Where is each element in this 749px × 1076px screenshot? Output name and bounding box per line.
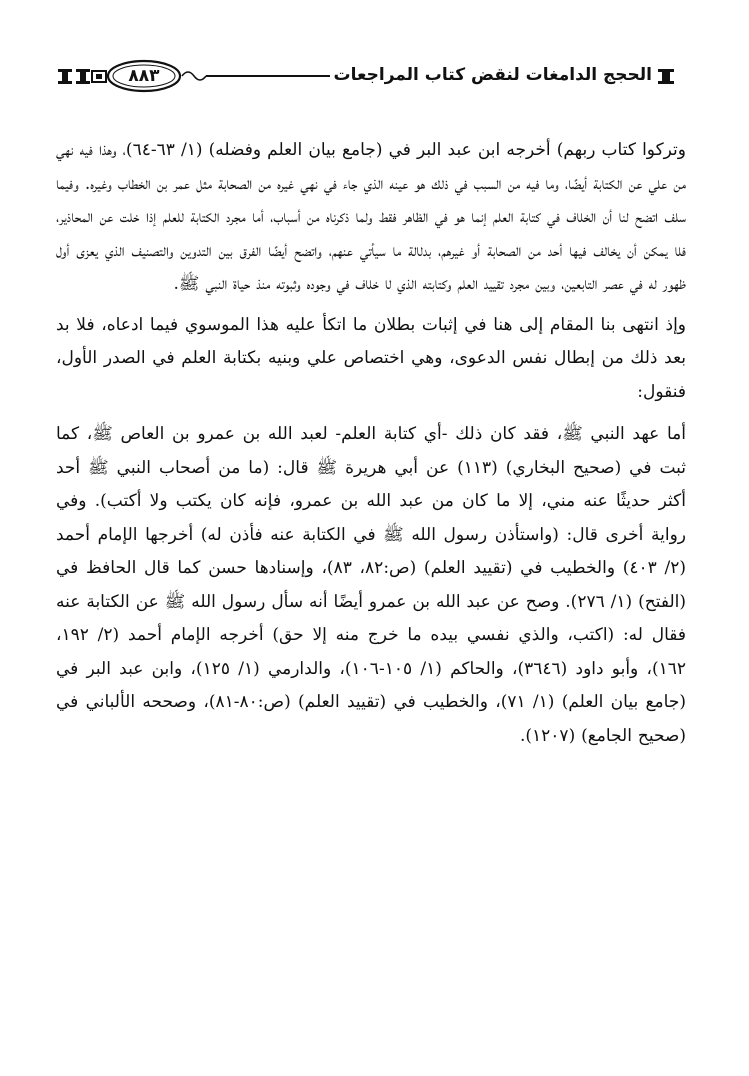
main-text (56, 134, 686, 753)
paragraph-1: وتركوا كتاب ربهم) أخرجه ابن عبد البر في (جامع بيان العلم وفضله) (١/ ٦٣-٦٤)، وهذا فيه نهي من علي عن الكتابة أيضًا، وما فيه من السبب في ذلك هو عينه الذي جاء في نهي غيره من الصحابة مثل عمر بن الخطاب وغيره. وفيما سلف اتضح لنا أن الخلاف في كتابة العلم إنما هو في الظاهر فقط ولما ذكرناه من أسباب، أما مجرد الكتابة للعلم إذا خلت عن المحاذير، فلا يمكن أن يخالف فيها أحد من الصحابة أو غيرهم، بدلالة ما سيأتي عنهم، واتضح أيضًا الفرق بين التدوين والتصنيف الذي يعزى أول ظهور له في عصر التابعين، وبين مجرد تقييد العلم وكتابته الذي لا خلاف في وجوده وثبوته منذ حياة النبي ﷺ. (56, 140, 686, 294)
running-header (56, 58, 684, 98)
book-title: الحجج الدامغات لنقض كتاب المراجعات (330, 63, 656, 87)
page-number: ٨٨٣ (128, 66, 160, 86)
paragraph-3: أما عهد النبي ﷺ، فقد كان ذلك -أي كتابة العلم- لعبد الله بن عمرو بن العاص ﷺ، كما ثبت في (صحيح البخاري) (١١٣) عن أبي هريرة ﷺ قال: (ما من أصحاب النبي ﷺ أحد أكثر حديثًا عنه مني، إلا ما كان من عبد الله بن عمرو، فإنه كان يكتب ولا أكتب). وفي رواية أخرى قال: (واستأذن رسول الله ﷺ في الكتابة عنه فأذن له) أخرجها الإمام أحمد (٢/ ٤٠٣) والخطيب في (تقييد العلم) (ص:٨٢، ٨٣)، وإسنادها حسن كما قال الحافظ في (الفتح) (١/ ٢٧٦). وصح عن عبد الله بن عمرو أيضًا أنه سأل رسول الله ﷺ عن الكتابة عنه فقال له: (اكتب، والذي نفسي بيده ما خرج منه إلا حق) أخرجه الإمام أحمد (٢/ ١٩٢، ١٦٢)، وأبو داود (٣٦٤٦)، والحاكم (١/ ١٠٥-١٠٦)، والدارمي (١/ ١٢٥)، وابن عبد البر في (جامع بيان العلم) (١/ ٧١)، والخطيب في (تقييد العلم) (ص:٨٠-٨١)، وصححه الألباني في (صحيح الجامع) (١٢٠٧). (56, 424, 687, 746)
paragraph-2: وإذ انتهى بنا المقام إلى هنا في إثبات بطلان ما اتكأ عليه هذا الموسوي فيما ادعاه، فلا بد بعد ذلك من إبطال نفس الدعوى، وهي اختصاص علي وبنيه بكتابة العلم في الصدر الأول، فنقول: (56, 314, 686, 402)
